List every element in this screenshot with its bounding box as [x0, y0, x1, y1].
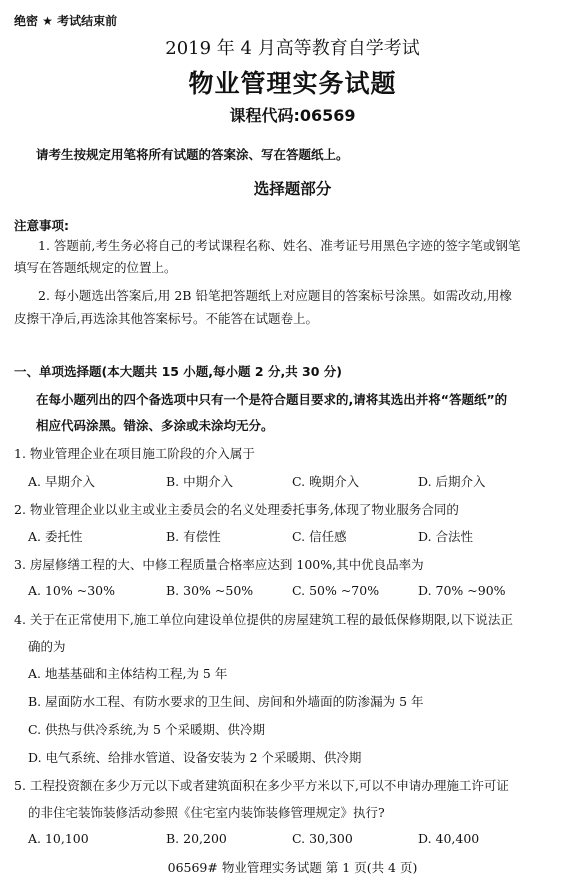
question-3-option-a: A. 10% ~30% [28, 583, 115, 598]
question-4-stem-line-1: 4. 关于在正常使用下,施工单位向建设单位提供的房屋建筑工程的最低保修期限,以下说法正 [14, 612, 513, 627]
question-1-option-b: B. 中期介入 [166, 474, 234, 489]
question-5-option-d: D. 40,400 [418, 831, 480, 846]
paper-title: 物业管理实务试题 [188, 69, 397, 98]
question-2-option-b: B. 有偿性 [166, 529, 221, 544]
question-4-option-b: B. 屋面防水工程、有防水要求的卫生间、房间和外墙面的防渗漏为 5 年 [28, 694, 424, 709]
note-1-line-2: 填写在答题纸规定的位置上。 [14, 260, 177, 275]
notes-heading: 注意事项: [14, 218, 69, 233]
note-2-line-2: 皮擦干净后,再选涂其他答案标号。不能答在试题卷上。 [14, 311, 318, 326]
question-4-option-a: A. 地基基础和主体结构工程,为 5 年 [28, 666, 228, 681]
note-2-line-1: 2. 每小题选出答案后,用 2B 铅笔把答题纸上对应题目的答案标号涂黑。如需改动,用橡 [38, 288, 512, 303]
question-4-option-c: C. 供热与供冷系统,为 5 个采暖期、供冷期 [28, 722, 265, 737]
section-title: 选择题部分 [253, 180, 332, 198]
question-2-stem: 2. 物业管理企业以业主或业主委员会的名义处理委托事务,体现了物业服务合同的 [14, 502, 459, 517]
page-footer: 06569# 物业管理实务试题 第 1 页(共 4 页) [167, 860, 418, 875]
question-5-stem-line-1: 5. 工程投资额在多少万元以下或者建筑面积在多少平方米以下,可以不申请办理施工许可证 [14, 778, 509, 793]
question-1-option-c: C. 晚期介入 [292, 474, 360, 489]
question-3-option-b: B. 30% ~50% [166, 583, 254, 598]
question-5-option-c: C. 30,300 [292, 831, 353, 846]
question-2-option-d: D. 合法性 [418, 529, 474, 544]
secret-label: 绝密 ★ 考试结束前 [14, 14, 118, 28]
question-1-option-a: A. 早期介入 [28, 474, 95, 489]
question-1-option-d: D. 后期介入 [418, 474, 486, 489]
question-5-option-b: B. 20,200 [166, 831, 227, 846]
question-1-stem: 1. 物业管理企业在项目施工阶段的介入属于 [14, 446, 255, 461]
question-3-option-d: D. 70% ~90% [418, 583, 506, 598]
question-3-stem: 3. 房屋修缮工程的大、中修工程质量合格率应达到 100%,其中优良品率为 [14, 557, 424, 572]
note-1-line-1: 1. 答题前,考生务必将自己的考试课程名称、姓名、准考证号用黑色字迹的签字笔或钢笔 [38, 238, 521, 253]
question-4-option-d: D. 电气系统、给排水管道、设备安装为 2 个采暖期、供冷期 [28, 750, 362, 765]
question-3-option-c: C. 50% ~70% [292, 583, 380, 598]
part-one-title: 一、单项选择题(本大题共 15 小题,每小题 2 分,共 30 分) [14, 364, 343, 379]
question-4-stem-line-2: 确的为 [28, 639, 66, 654]
question-5-stem-line-2: 的非住宅装饰装修活动参照《住宅室内装饰装修管理规定》执行? [28, 805, 385, 820]
answer-instruction: 请考生按规定用笔将所有试题的答案涂、写在答题纸上。 [36, 147, 349, 162]
exam-title: 2019 年 4 月高等教育自学考试 [165, 38, 420, 59]
question-2-option-a: A. 委托性 [28, 529, 83, 544]
course-code: 课程代码:06569 [229, 106, 356, 125]
question-5-option-a: A. 10,100 [28, 831, 89, 846]
question-2-option-c: C. 信任感 [292, 529, 347, 544]
part-one-desc-line-2: 相应代码涂黑。错涂、多涂或未涂均无分。 [36, 418, 274, 433]
part-one-desc-line-1: 在每小题列出的四个备选项中只有一个是符合题目要求的,请将其选出并将“答题纸”的 [36, 392, 508, 407]
